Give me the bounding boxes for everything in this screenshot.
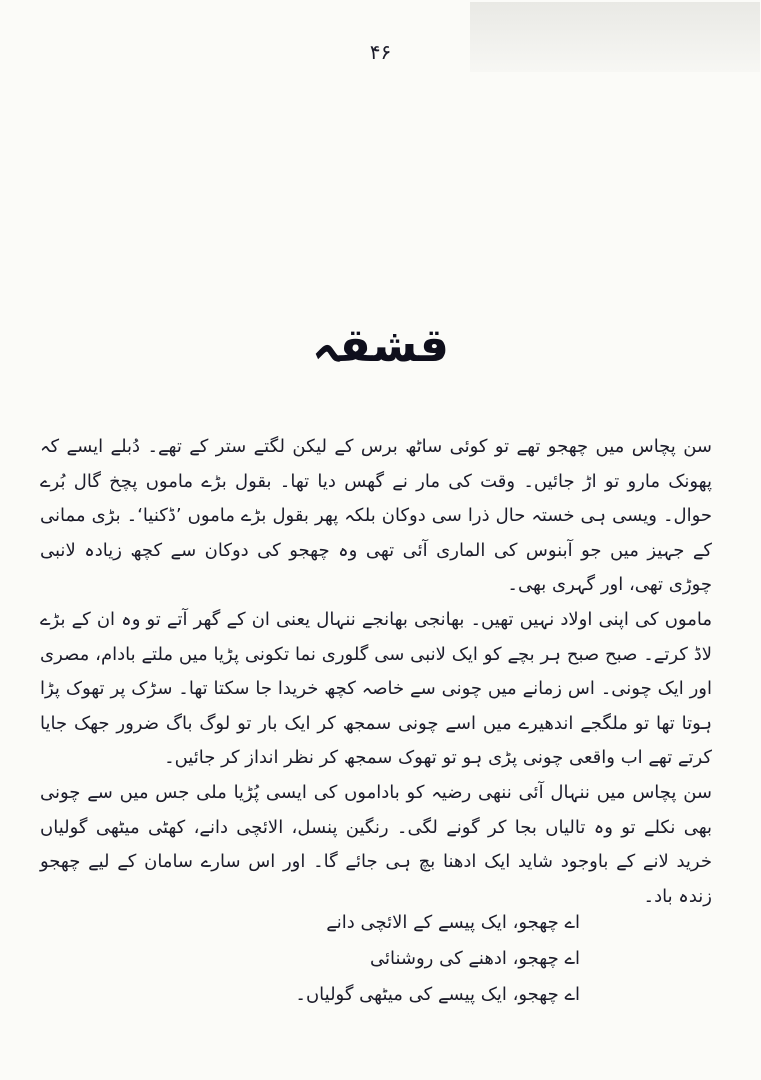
poem-line: اے چھجو، ایک پیسے کی میٹھی گولیاں۔ — [295, 984, 580, 1005]
paragraph: ماموں کی اپنی اولاد نہیں تھیں۔ بھانجی بھانجے ننہال یعنی ان کے گھر آتے تو وہ ان کے بڑے لاڈ کرتے۔ صبح صبح ہر بچے کو ایک لانبی سی گلوری نما تکونی پڑیا میں ملتے بادام، مصری اور ایک چونی۔ اس زمانے میں چونی سے خاصہ کچھ خریدا جا سکتا تھا۔ سڑک پر تھوک پڑا ہوتا تھا تو ملگجے اندھیرے میں اسے چونی سمجھ کر ایک بار تو لوگ باگ ضرور جھک جایا کرتے تھے اب واقعی چونی پڑی ہو تو تھوک سمجھ کر نظر انداز کر جائیں۔ — [40, 608, 712, 769]
chapter-title: قشقہ — [312, 318, 449, 372]
poem-line: اے چھجو، ادھنے کی روشنائی — [369, 948, 580, 969]
poem-line: اے چھجو، ایک پیسے کے الائچی دانے — [326, 912, 580, 933]
body-text — [40, 430, 712, 914]
page-number: ۴۶ — [369, 40, 392, 64]
paragraph: سن پچاس میں چھجو تھے تو کوئی ساٹھ برس کے لیکن لگتے ستر کے تھے۔ دُبلے ایسے کہ پھونک مارو تو اڑ جائیں۔ وقت کی مار نے گھس دیا تھا۔ بقول بڑے ماموں پچخ گال بُرے حوال۔ ویسی ہی خستہ حال ذرا سی دوکان بلکہ پھر بقول بڑے ماموں ’ڈکنیا‘۔ بڑی ممانی کے جہیز میں جو آبنوس کی الماری آئی تھی وہ چھجو کی دوکان سے کچھ زیادہ لانبی چوڑی تھی، اور گہری بھی۔ — [40, 436, 712, 596]
poem — [200, 905, 580, 1013]
paragraph: سن پچاس میں ننہال آئی ننھی رضیہ کو باداموں کی ایسی پُڑیا ملی جس میں سے چونی بھی نکلے تو وہ تالیاں بجا کر گونے لگی۔ رنگین پنسل، الائچی دانے، کھٹی میٹھی گولیاں خرید لانے کے باوجود شاید ایک ادھنا بچ ہی جائے گا۔ اور اس سارے سامان کے لیے چھجو زندہ باد۔ — [40, 781, 712, 907]
